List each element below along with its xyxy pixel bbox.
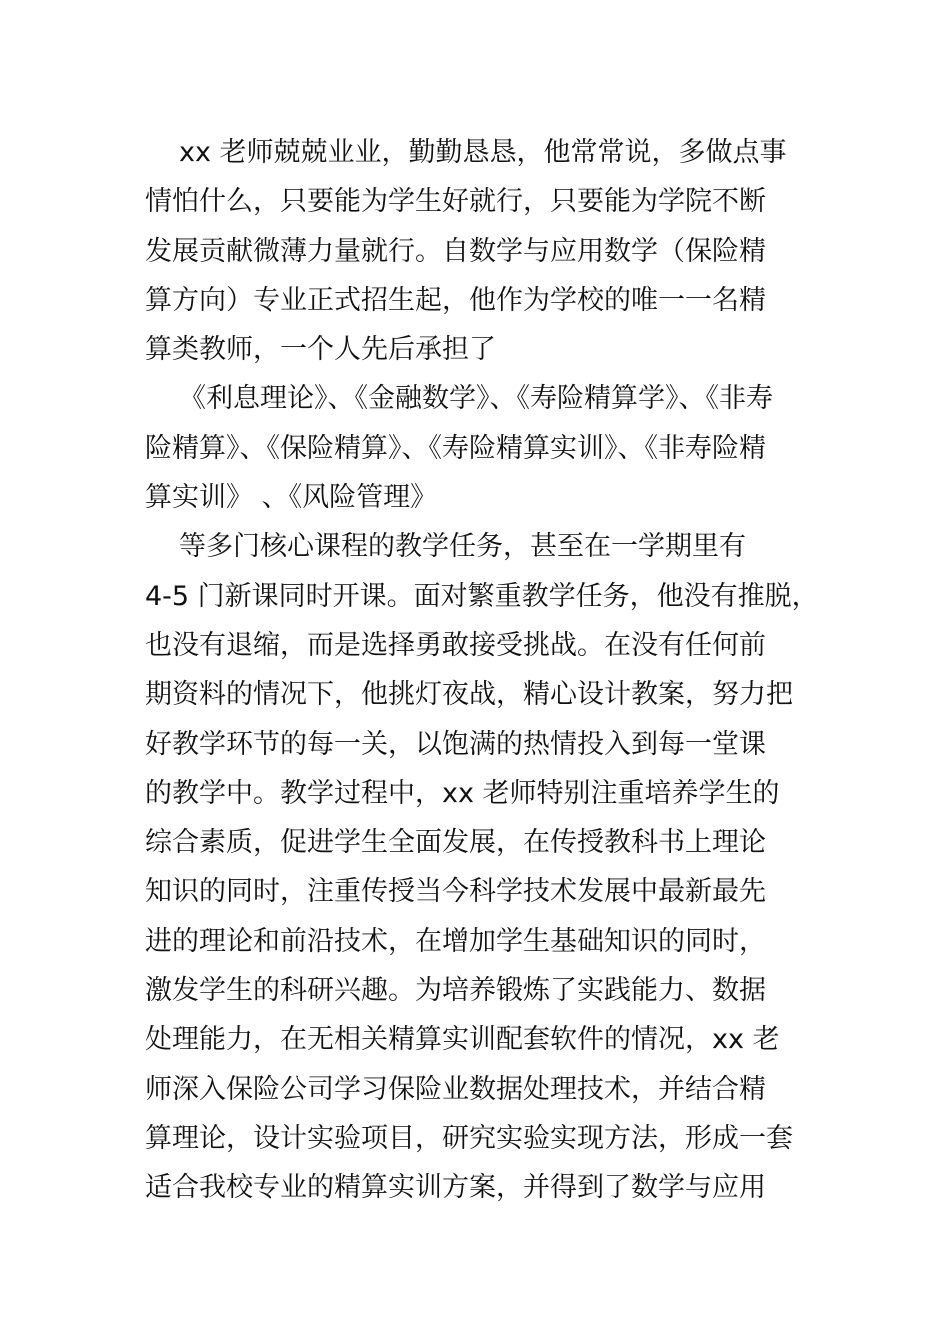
text-line: 好教学环节的每一关，以饱满的热情投入到每一堂课 bbox=[145, 728, 766, 760]
text-line: 适合我校专业的精算实训方案，并得到了数学与应用 bbox=[145, 1172, 766, 1204]
text-line: 也没有退缩，而是选择勇敢接受挑战。在没有任何前 bbox=[145, 629, 766, 661]
text-line: 的教学中。教学过程中，xx 老师特别注重培养学生的 bbox=[145, 777, 780, 809]
text-line: xx 老师兢兢业业，勤勤恳恳，他常常说，多做点事 bbox=[179, 137, 787, 168]
document-body bbox=[145, 128, 819, 1213]
text-line: 期资料的情况下，他挑灯夜战，精心设计教案，努力把 bbox=[145, 679, 793, 711]
text-line: 知识的同时，注重传授当今科学技术发展中最新最先 bbox=[145, 876, 766, 908]
text-line: 师深入保险公司学习保险业数据处理技术，并结合精 bbox=[145, 1073, 766, 1105]
text-line: 情怕什么，只要能为学生好就行，只要能为学院不断 bbox=[145, 186, 766, 218]
text-line: 算实训》 、《风险管理》 bbox=[145, 482, 438, 514]
text-line: 算类教师，一个人先后承担了 bbox=[145, 334, 496, 366]
text-line: 算方向）专业正式招生起，他作为学校的唯一一名精 bbox=[145, 284, 766, 316]
text-line: 激发学生的科研兴趣。为培养锻炼了实践能力、数据 bbox=[145, 975, 766, 1007]
text-line: 处理能力，在无相关精算实训配套软件的情况，xx 老 bbox=[145, 1024, 780, 1056]
text-line: 发展贡献微薄力量就行。自数学与应用数学（保险精 bbox=[145, 235, 766, 267]
text-line: 算理论，设计实验项目，研究实验实现方法，形成一套 bbox=[145, 1122, 793, 1154]
text-line: 等多门核心课程的教学任务，甚至在一学期里有 bbox=[179, 531, 746, 563]
text-line: 进的理论和前沿技术，在增加学生基础知识的同时， bbox=[145, 925, 766, 957]
text-line: 4-5 门新课同时开课。面对繁重教学任务，他没有推脱， bbox=[145, 580, 819, 612]
text-line: 《利息理论》、《金融数学》、《寿险精算学》、《非寿 bbox=[179, 383, 773, 415]
text-line: 综合素质，促进学生全面发展，在传授教科书上理论 bbox=[145, 827, 766, 859]
text-line: 险精算》、《保险精算》、《寿险精算实训》、《非寿险精 bbox=[145, 432, 766, 464]
